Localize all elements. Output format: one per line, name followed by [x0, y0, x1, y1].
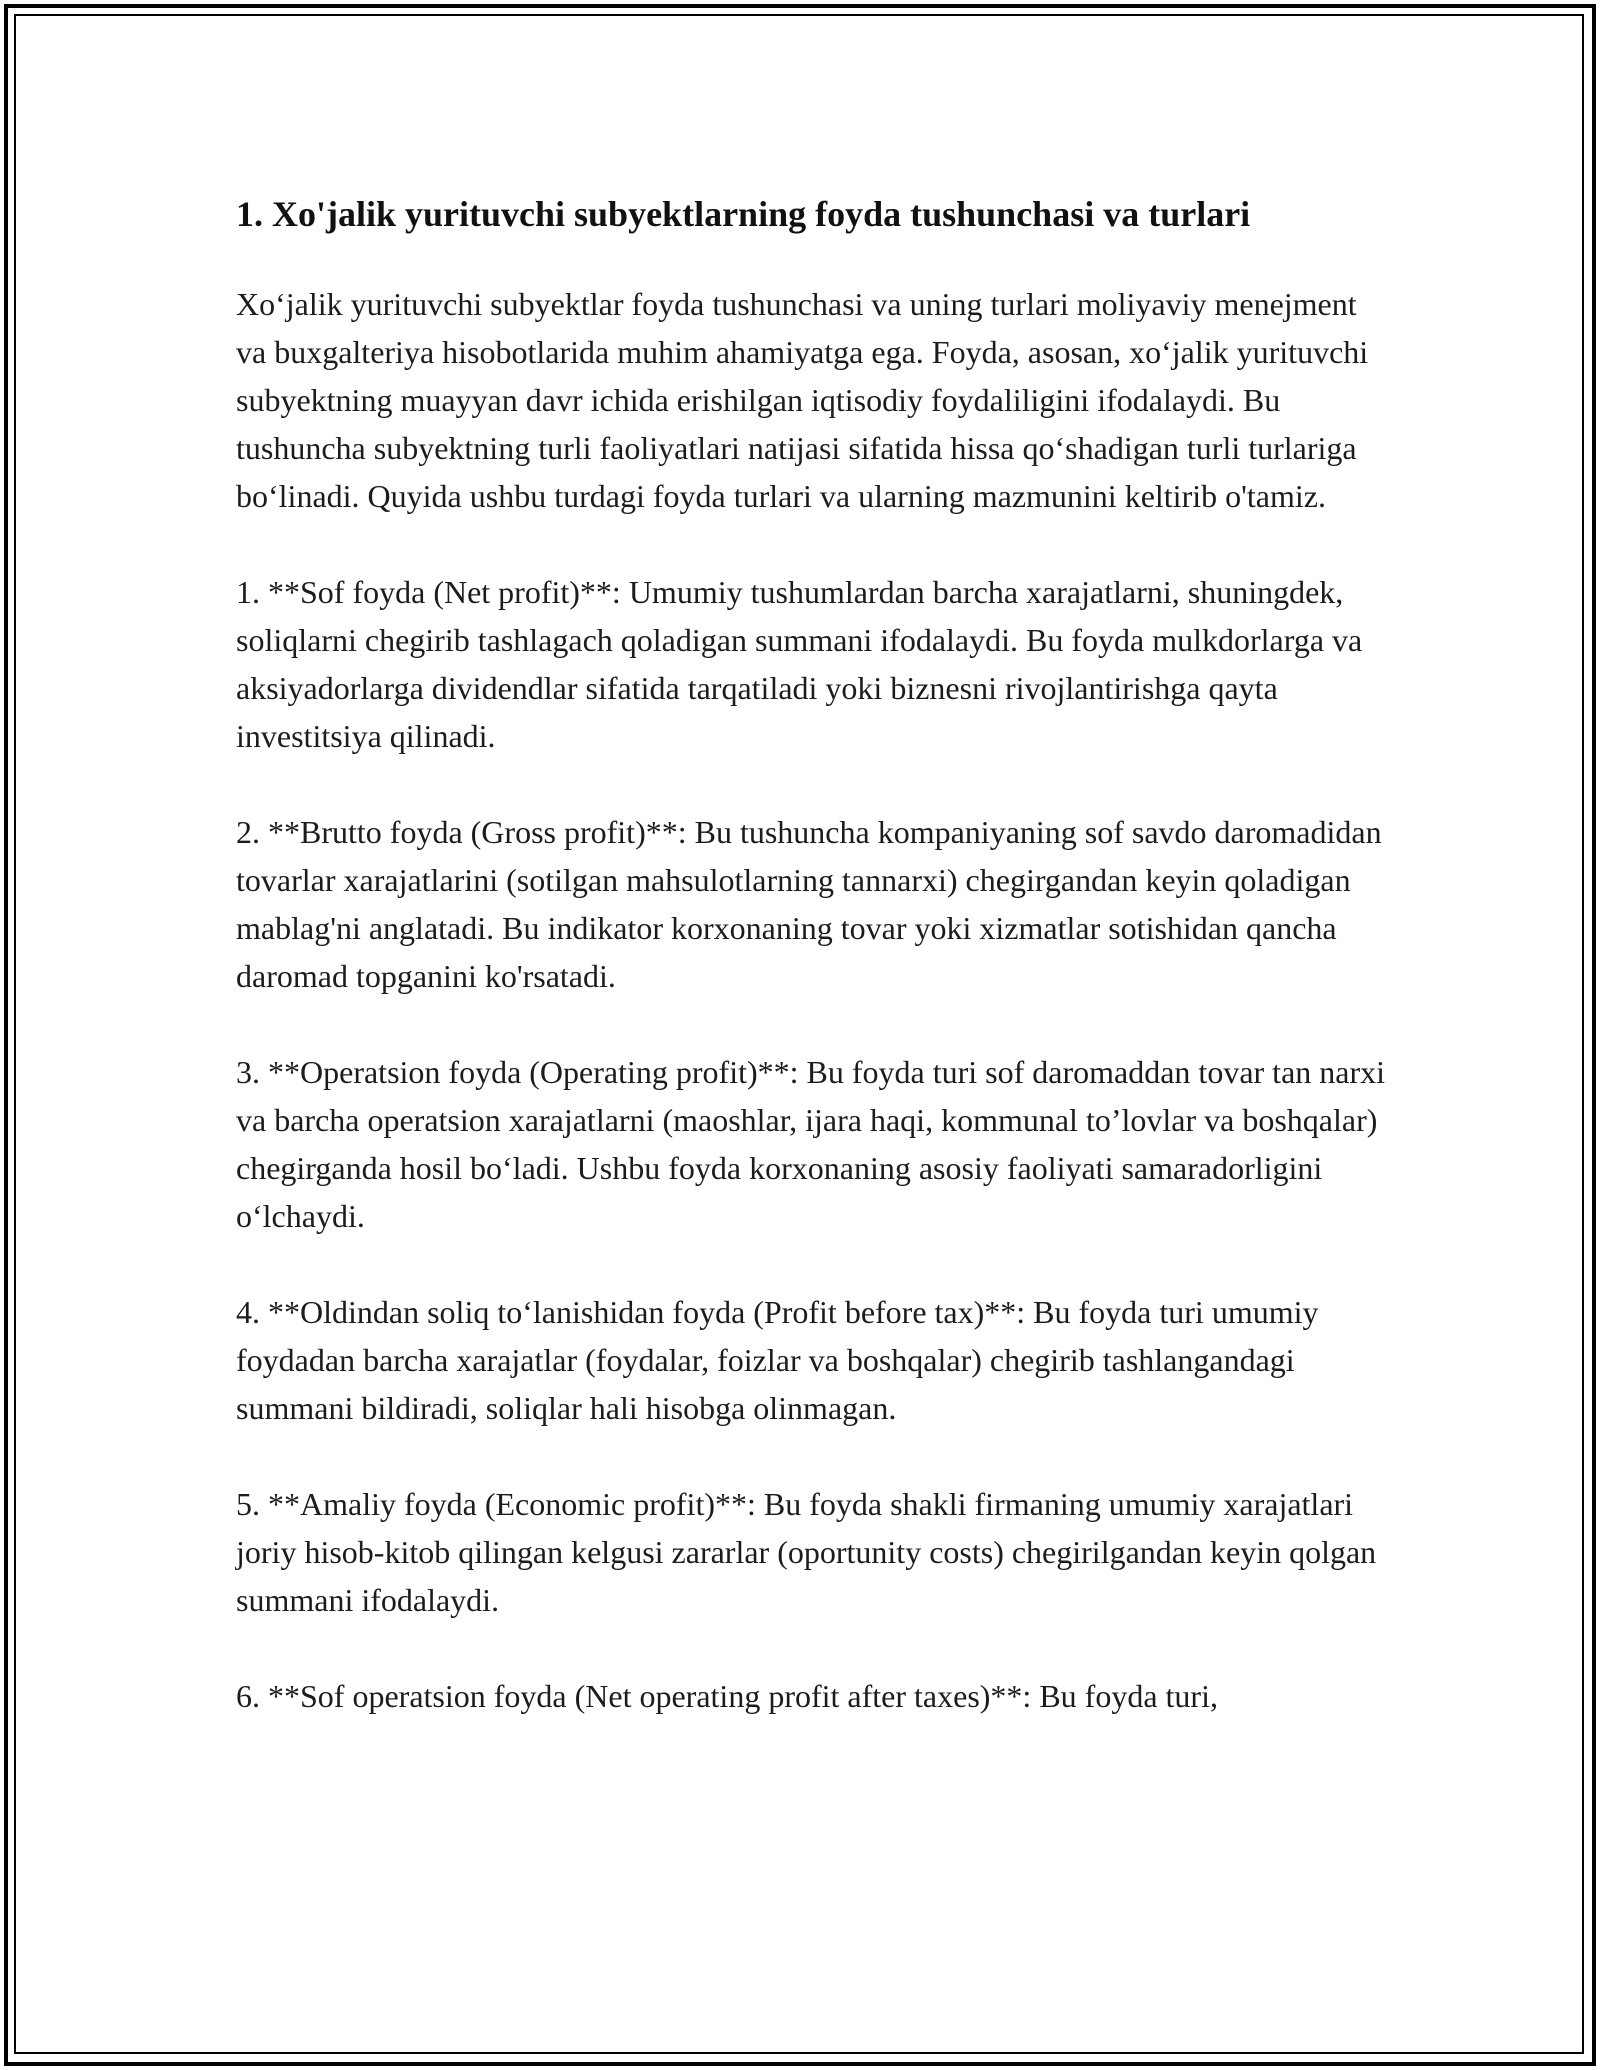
list-item-nopat: 6. **Sof operatsion foyda (Net operating profit after taxes)**: Bu foyda turi,: [236, 1678, 1218, 1714]
list-item-operating-profit: 3. **Operatsion foyda (Operating profit)**: Bu foyda turi sof daromaddan tovar tan narxi va barcha operatsion xarajatlarni (maoshlar, ijara haqi, kommunal to’lovlar va boshqalar) chegirganda hosil bo‘ladi. Ushbu foyda korxonaning asosiy faoliyati samaradorligini o‘lchaydi.: [236, 1054, 1386, 1234]
list-item-economic-profit: 5. **Amaliy foyda (Economic profit)**: Bu foyda shakli firmaning umumiy xarajatlari joriy hisob-kitob qilingan kelgusi zararlar (oportunity costs) chegirilgandan keyin qolgan summani ifodalaydi.: [236, 1486, 1377, 1618]
document-title: 1. Xo'jalik yurituvchi subyektlarning foyda tushunchasi va turlari: [236, 194, 1251, 234]
intro-paragraph: Xo‘jalik yurituvchi subyektlar foyda tushunchasi va uning turlari moliyaviy menejment va buxgalteriya hisobotlarida muhim ahamiyatga ega. Foyda, asosan, xo‘jalik yurituvchi subyektning muayyan davr ichida erishilgan iqtisodiy foydaliligini ifodalaydi. Bu tushuncha subyektning turli faoliyatlari natijasi sifatida hissa qo‘shadigan turli turlariga bo‘linadi. Quyida ushbu turdagi foyda turlari va ularning mazmunini keltirib o'tamiz.: [236, 286, 1369, 514]
list-item-net-profit: 1. **Sof foyda (Net profit)**: Umumiy tushumlardan barcha xarajatlarni, shuningdek, soliqlarni chegirib tashlagach qoladigan summani ifodalaydi. Bu foyda mulkdorlarga va aksiyadorlarga dividendlar sifatida tarqatiladi yoki biznesni rivojlantirishga qayta investitsiya qilinadi.: [236, 574, 1363, 754]
list-item-gross-profit: 2. **Brutto foyda (Gross profit)**: Bu tushuncha kompaniyaning sof savdo daromadidan tovarlar xarajatlarini (sotilgan mahsulotlarning tannarxi) chegirgandan keyin qoladigan mablag'ni anglatadi. Bu indikator korxonaning tovar yoki xizmatlar sotishidan qancha daromad topganini ko'rsatadi.: [236, 814, 1382, 994]
document-body: [236, 186, 1386, 1720]
list-item-profit-before-tax: 4. **Oldindan soliq to‘lanishidan foyda (Profit before tax)**: Bu foyda turi umumiy foydadan barcha xarajatlar (foydalar, foizlar va boshqalar) chegirib tashlangandagi summani bildiradi, soliqlar hali hisobga olinmagan.: [236, 1294, 1319, 1426]
